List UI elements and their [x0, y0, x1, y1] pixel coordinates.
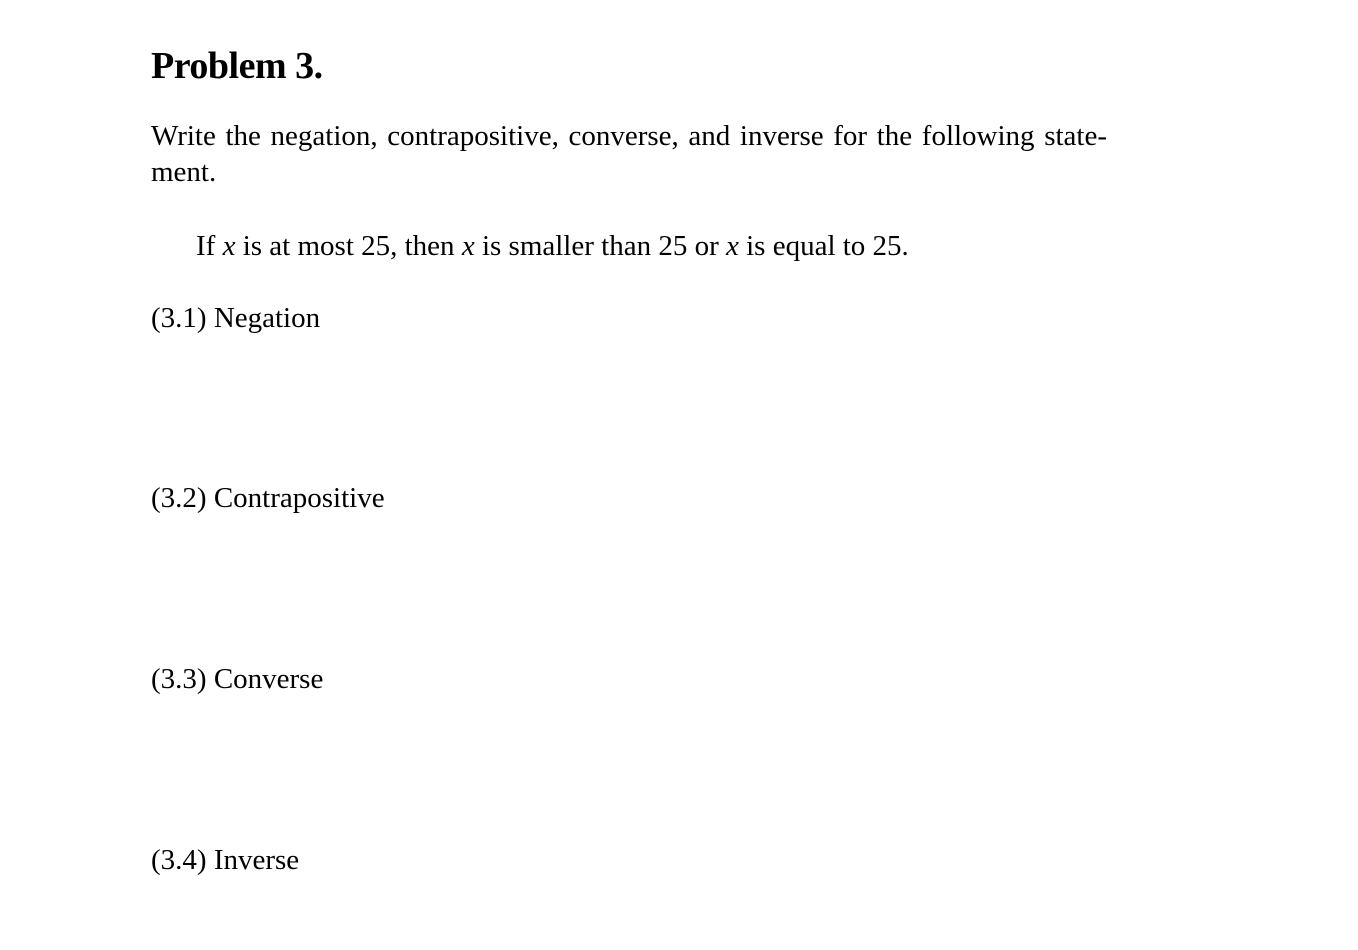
document-page — [151, 0, 1109, 950]
variable-x-1: x — [222, 230, 236, 262]
problem-title: Problem 3. — [151, 45, 323, 87]
part-contrapositive-label: (3.2) Contrapositive — [151, 482, 385, 514]
variable-x-2: x — [461, 230, 475, 262]
conditional-statement — [196, 228, 909, 264]
statement-text-2: is at most 25, then — [235, 230, 462, 262]
part-inverse-label: (3.4) Inverse — [151, 844, 300, 876]
part-converse-label: (3.3) Converse — [151, 663, 324, 695]
part-negation-label: (3.1) Negation — [151, 302, 321, 334]
statement-text-1: If — [196, 230, 223, 262]
problem-instructions: Write the negation, contrapositive, converse, and inverse for the following state-ment. — [151, 120, 1107, 188]
statement-text-4: is equal to 25. — [738, 230, 909, 262]
variable-x-3: x — [725, 230, 739, 262]
statement-text-3: is smaller than 25 or — [474, 230, 726, 262]
